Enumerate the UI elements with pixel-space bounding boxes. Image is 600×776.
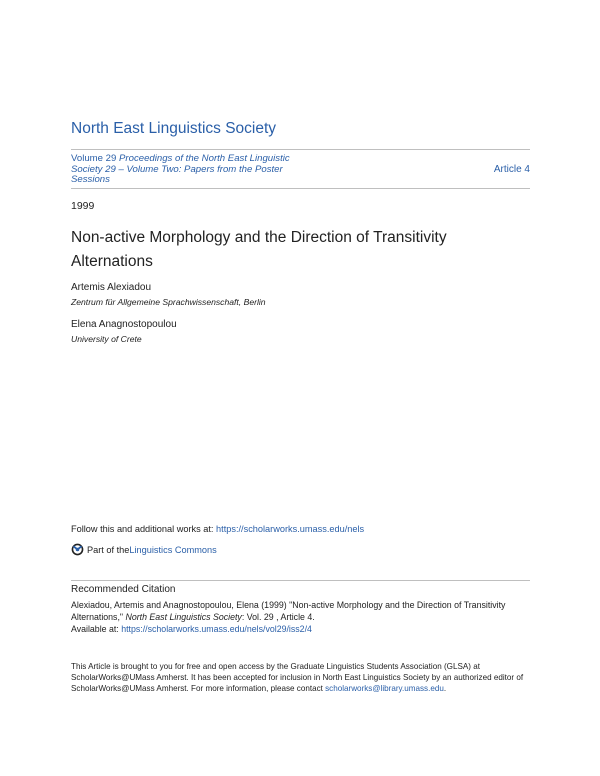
commons-line (71, 543, 217, 556)
journal-title-link[interactable]: North East Linguistics Society (71, 120, 277, 137)
linguistics-commons-link[interactable]: Linguistics Commons (129, 544, 217, 555)
citation-heading: Recommended Citation (71, 584, 176, 595)
article-url-link[interactable]: https://scholarworks.umass.edu/nels/vol29/iss2/4 (121, 624, 312, 634)
volume-divider (71, 188, 530, 189)
header-divider (71, 149, 530, 150)
follow-line (71, 524, 364, 534)
citation-divider (71, 580, 530, 581)
contact-email-link[interactable]: scholarworks@library.umass.edu (325, 684, 444, 693)
follow-prefix: Follow this and additional works at: (71, 524, 217, 534)
volume-number: Volume 29 (71, 153, 117, 164)
footer-end: . (443, 684, 447, 693)
article-number-link[interactable]: Article 4 (493, 164, 530, 175)
publication-year: 1999 (71, 200, 95, 212)
volume-title: Proceedings of the North East Linguistic Society 29 – Volume Two: Papers from the Poster Sessions (71, 153, 290, 185)
recommended-citation (71, 599, 531, 635)
citation-volume: : Vol. 29 , Article 4. (241, 612, 315, 622)
citation-text: Alexiadou, Artemis and Anagnostopoulou, Elena (1999) "Non-active Morphology and the Direction of Transitivity Alternations," (71, 600, 506, 622)
author-affiliation: University of Crete (71, 334, 142, 344)
author-name: Elena Anagnostopoulou (71, 319, 177, 330)
paper-title: Non-active Morphology and the Direction of Transitivity Alternations (71, 229, 447, 270)
citation-journal: North East Linguistics Society (125, 612, 242, 622)
author-affiliation: Zentrum für Allgemeine Sprachwissenschaft, Berlin (71, 297, 266, 307)
network-commons-icon (71, 543, 84, 556)
footer-text: This Article is brought to you for free and open access by the Graduate Linguistics Students Association (GLSA) at ScholarWorks@UMass Amherst. It has been accepted for inclusion in North East Linguistics Society by an authorized editor of ScholarWorks@UMass Amherst. For more information, please contact (71, 662, 524, 693)
available-prefix: Available at: (71, 624, 122, 634)
commons-prefix: Part of the (87, 544, 130, 555)
follow-url-link[interactable]: https://scholarworks.umass.edu/nels (216, 524, 365, 534)
author-name: Artemis Alexiadou (71, 282, 152, 293)
volume-link[interactable] (71, 154, 301, 186)
footer-notice (71, 661, 531, 694)
